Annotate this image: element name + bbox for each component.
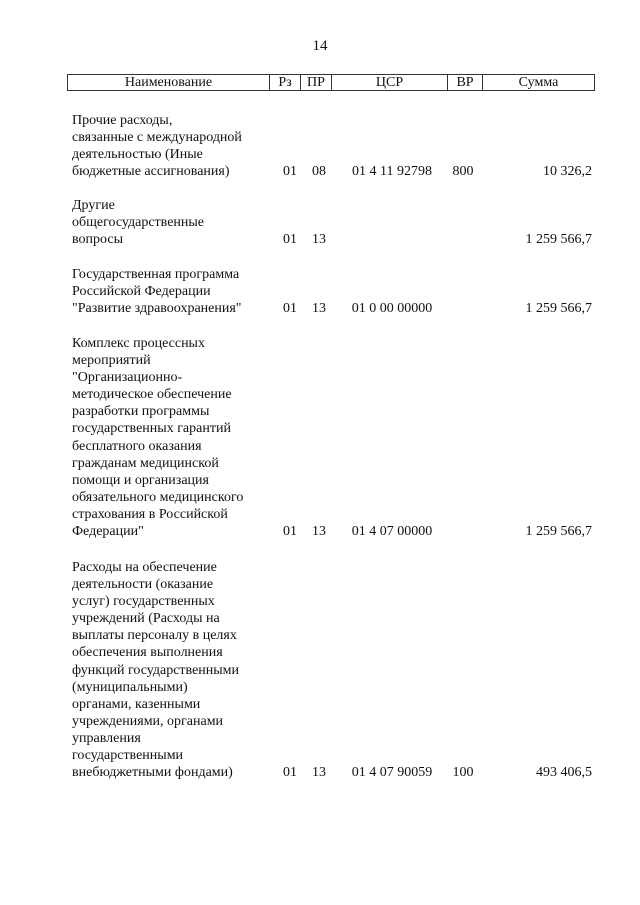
table-row: [72, 559, 592, 781]
row-sum: 493 406,5: [536, 765, 592, 781]
row-rz: 01: [283, 301, 297, 317]
row-csr: 01 0 00 00000: [351, 301, 433, 317]
row-pr: 08: [312, 164, 326, 180]
row-rz: 01: [283, 164, 297, 180]
row-sum: 1 259 566,7: [525, 301, 592, 317]
row-rz: 01: [283, 765, 297, 781]
header-csr: ЦСР: [332, 75, 448, 90]
row-csr: 01 4 07 90059: [351, 765, 433, 781]
row-name: Прочие расходы, связанные с международной деятельностью (Иные бюджетные ассигнования): [72, 113, 242, 180]
table-row: [72, 266, 592, 317]
table-row: [72, 335, 592, 540]
header-pr: ПР: [301, 75, 332, 90]
row-name: Государственная программа Российской Федерации "Развитие здравоохранения": [72, 267, 242, 317]
row-rz: 01: [283, 232, 297, 248]
row-pr: 13: [312, 301, 326, 317]
table-row: [72, 112, 592, 180]
row-pr: 13: [312, 765, 326, 781]
row-sum: 1 259 566,7: [525, 232, 592, 248]
header-rz: Рз: [270, 75, 301, 90]
row-rz: 01: [283, 524, 297, 540]
row-name: Расходы на обеспечение деятельности (оказание услуг) государственных учреждений (Расходы на выплаты персоналу в целях обеспечения выполнения функций государственными (муниципальными) органами, казенными учреждениями, органами управления государственными внебюджетными фондами): [72, 560, 240, 781]
header-sum: Сумма: [518, 75, 559, 90]
row-csr: 01 4 07 00000: [351, 524, 433, 540]
table-row: [72, 197, 592, 248]
row-sum: 10 326,2: [543, 164, 592, 180]
page-number: 14: [312, 38, 328, 54]
row-pr: 13: [312, 232, 326, 248]
row-vr: 800: [452, 164, 474, 180]
row-csr: 01 4 11 92798: [352, 164, 432, 180]
row-name: Комплекс процессных мероприятий "Организационно- методическое обеспечение разработки программы государственных гарантий бесплатного оказания гражданам медицинской помощи и организация обязательного медицинского страхования в Российской Федерации": [72, 336, 244, 540]
table-header: [67, 74, 595, 91]
row-name: Другие общегосударственные вопросы: [72, 198, 205, 248]
row-vr: 100: [452, 765, 474, 781]
row-sum: 1 259 566,7: [525, 524, 592, 540]
header-vr: ВР: [448, 75, 483, 90]
header-name: Наименование: [68, 75, 270, 90]
row-pr: 13: [312, 524, 326, 540]
